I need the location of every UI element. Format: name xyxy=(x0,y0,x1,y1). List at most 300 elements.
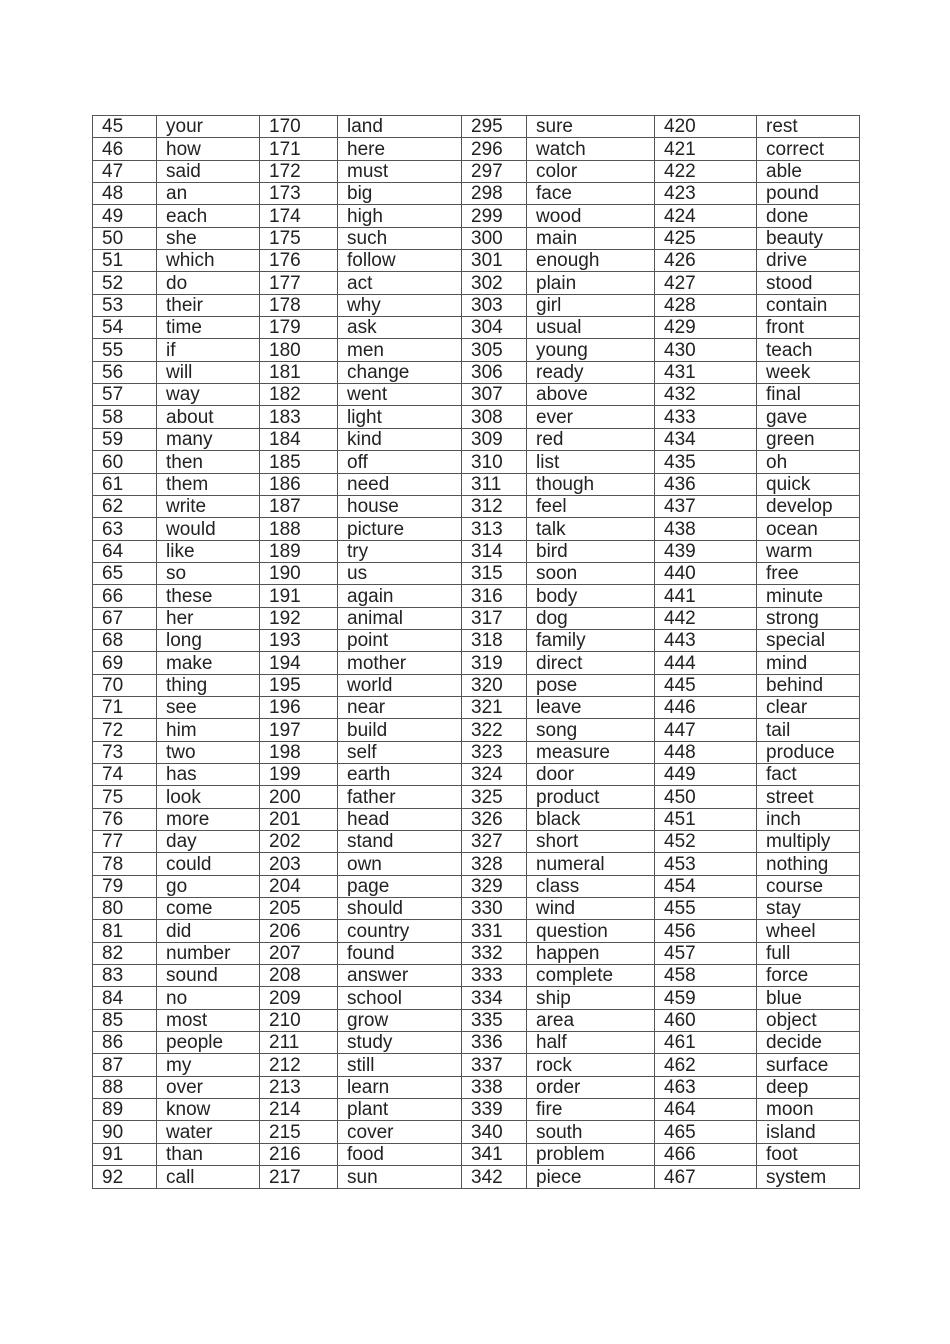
word-cell: make xyxy=(157,652,260,674)
word-cell: number xyxy=(157,942,260,964)
rank-cell: 457 xyxy=(655,942,757,964)
rank-cell: 59 xyxy=(93,428,157,450)
table-row xyxy=(93,585,860,607)
rank-cell: 446 xyxy=(655,696,757,718)
table-row xyxy=(93,540,860,562)
table-row xyxy=(93,1121,860,1143)
word-cell: school xyxy=(338,987,462,1009)
rank-cell: 454 xyxy=(655,875,757,897)
word-cell: red xyxy=(527,428,655,450)
table-row xyxy=(93,272,860,294)
table-row xyxy=(93,138,860,160)
rank-cell: 216 xyxy=(260,1143,338,1165)
rank-cell: 185 xyxy=(260,451,338,473)
word-cell: like xyxy=(157,540,260,562)
word-cell: produce xyxy=(757,741,860,763)
rank-cell: 420 xyxy=(655,116,757,138)
rank-cell: 75 xyxy=(93,786,157,808)
word-cell: final xyxy=(757,384,860,406)
rank-cell: 47 xyxy=(93,160,157,182)
rank-cell: 325 xyxy=(462,786,527,808)
rank-cell: 453 xyxy=(655,853,757,875)
rank-cell: 203 xyxy=(260,853,338,875)
rank-cell: 462 xyxy=(655,1054,757,1076)
word-cell: color xyxy=(527,160,655,182)
rank-cell: 337 xyxy=(462,1054,527,1076)
word-cell: black xyxy=(527,808,655,830)
table-row xyxy=(93,898,860,920)
word-cell: which xyxy=(157,250,260,272)
word-cell: drive xyxy=(757,250,860,272)
table-row xyxy=(93,518,860,540)
rank-cell: 341 xyxy=(462,1143,527,1165)
rank-cell: 53 xyxy=(93,294,157,316)
rank-cell: 309 xyxy=(462,428,527,450)
rank-cell: 445 xyxy=(655,674,757,696)
rank-cell: 464 xyxy=(655,1099,757,1121)
rank-cell: 71 xyxy=(93,696,157,718)
word-cell: day xyxy=(157,831,260,853)
word-cell: moon xyxy=(757,1099,860,1121)
word-cell: able xyxy=(757,160,860,182)
word-cell: most xyxy=(157,1009,260,1031)
word-cell: correct xyxy=(757,138,860,160)
rank-cell: 48 xyxy=(93,183,157,205)
word-cell: door xyxy=(527,763,655,785)
rank-cell: 317 xyxy=(462,607,527,629)
rank-cell: 52 xyxy=(93,272,157,294)
word-cell: than xyxy=(157,1143,260,1165)
word-cell: has xyxy=(157,763,260,785)
rank-cell: 329 xyxy=(462,875,527,897)
word-cell: sure xyxy=(527,116,655,138)
rank-cell: 74 xyxy=(93,763,157,785)
word-cell: street xyxy=(757,786,860,808)
rank-cell: 321 xyxy=(462,696,527,718)
word-cell: answer xyxy=(338,965,462,987)
table-row xyxy=(93,361,860,383)
word-cell: rock xyxy=(527,1054,655,1076)
rank-cell: 57 xyxy=(93,384,157,406)
word-cell: she xyxy=(157,227,260,249)
rank-cell: 333 xyxy=(462,965,527,987)
rank-cell: 438 xyxy=(655,518,757,540)
word-cell: picture xyxy=(338,518,462,540)
rank-cell: 191 xyxy=(260,585,338,607)
word-cell: soon xyxy=(527,562,655,584)
rank-cell: 434 xyxy=(655,428,757,450)
rank-cell: 304 xyxy=(462,317,527,339)
word-cell: week xyxy=(757,361,860,383)
word-cell: main xyxy=(527,227,655,249)
word-cell: contain xyxy=(757,294,860,316)
rank-cell: 316 xyxy=(462,585,527,607)
word-cell: foot xyxy=(757,1143,860,1165)
word-cell: above xyxy=(527,384,655,406)
table-row xyxy=(93,607,860,629)
word-cell: rest xyxy=(757,116,860,138)
rank-cell: 89 xyxy=(93,1099,157,1121)
rank-cell: 81 xyxy=(93,920,157,942)
word-cell: high xyxy=(338,205,462,227)
word-cell: pose xyxy=(527,674,655,696)
rank-cell: 429 xyxy=(655,317,757,339)
word-cell: direct xyxy=(527,652,655,674)
word-cell: more xyxy=(157,808,260,830)
word-cell: no xyxy=(157,987,260,1009)
table-row xyxy=(93,965,860,987)
rank-cell: 300 xyxy=(462,227,527,249)
word-cell: fact xyxy=(757,763,860,785)
word-cell: ask xyxy=(338,317,462,339)
word-cell: course xyxy=(757,875,860,897)
table-row xyxy=(93,1099,860,1121)
word-cell: quick xyxy=(757,473,860,495)
word-cell: inch xyxy=(757,808,860,830)
table-row xyxy=(93,250,860,272)
word-cell: try xyxy=(338,540,462,562)
word-cell: oh xyxy=(757,451,860,473)
word-cell: will xyxy=(157,361,260,383)
table-row xyxy=(93,987,860,1009)
word-cell: us xyxy=(338,562,462,584)
word-cell: mind xyxy=(757,652,860,674)
word-cell: an xyxy=(157,183,260,205)
word-cell: front xyxy=(757,317,860,339)
word-cell: still xyxy=(338,1054,462,1076)
word-cell: body xyxy=(527,585,655,607)
word-cell: area xyxy=(527,1009,655,1031)
word-cell: food xyxy=(338,1143,462,1165)
rank-cell: 339 xyxy=(462,1099,527,1121)
rank-cell: 295 xyxy=(462,116,527,138)
rank-cell: 177 xyxy=(260,272,338,294)
rank-cell: 63 xyxy=(93,518,157,540)
rank-cell: 186 xyxy=(260,473,338,495)
rank-cell: 55 xyxy=(93,339,157,361)
rank-cell: 447 xyxy=(655,719,757,741)
rank-cell: 448 xyxy=(655,741,757,763)
rank-cell: 83 xyxy=(93,965,157,987)
rank-cell: 332 xyxy=(462,942,527,964)
rank-cell: 188 xyxy=(260,518,338,540)
rank-cell: 425 xyxy=(655,227,757,249)
word-cell: house xyxy=(338,495,462,517)
rank-cell: 440 xyxy=(655,562,757,584)
word-cell: minute xyxy=(757,585,860,607)
word-cell: warm xyxy=(757,540,860,562)
word-cell: mother xyxy=(338,652,462,674)
rank-cell: 205 xyxy=(260,898,338,920)
word-cell: call xyxy=(157,1166,260,1188)
word-cell: went xyxy=(338,384,462,406)
rank-cell: 306 xyxy=(462,361,527,383)
word-cell: father xyxy=(338,786,462,808)
rank-cell: 182 xyxy=(260,384,338,406)
rank-cell: 435 xyxy=(655,451,757,473)
table-row xyxy=(93,763,860,785)
table-row xyxy=(93,406,860,428)
rank-cell: 170 xyxy=(260,116,338,138)
table-body xyxy=(93,116,860,1189)
word-cell: happen xyxy=(527,942,655,964)
word-cell: so xyxy=(157,562,260,584)
table-row xyxy=(93,227,860,249)
rank-cell: 92 xyxy=(93,1166,157,1188)
word-cell: feel xyxy=(527,495,655,517)
word-cell: sound xyxy=(157,965,260,987)
word-cell: green xyxy=(757,428,860,450)
table-row xyxy=(93,942,860,964)
word-cell: act xyxy=(338,272,462,294)
rank-cell: 334 xyxy=(462,987,527,1009)
table-row xyxy=(93,1032,860,1054)
rank-cell: 436 xyxy=(655,473,757,495)
word-cell: grow xyxy=(338,1009,462,1031)
rank-cell: 50 xyxy=(93,227,157,249)
rank-cell: 54 xyxy=(93,317,157,339)
rank-cell: 193 xyxy=(260,629,338,651)
rank-cell: 70 xyxy=(93,674,157,696)
word-cell: self xyxy=(338,741,462,763)
rank-cell: 330 xyxy=(462,898,527,920)
rank-cell: 192 xyxy=(260,607,338,629)
rank-cell: 456 xyxy=(655,920,757,942)
rank-cell: 80 xyxy=(93,898,157,920)
rank-cell: 326 xyxy=(462,808,527,830)
rank-cell: 198 xyxy=(260,741,338,763)
word-cell: write xyxy=(157,495,260,517)
rank-cell: 459 xyxy=(655,987,757,1009)
rank-cell: 433 xyxy=(655,406,757,428)
rank-cell: 467 xyxy=(655,1166,757,1188)
table-row xyxy=(93,116,860,138)
rank-cell: 217 xyxy=(260,1166,338,1188)
rank-cell: 428 xyxy=(655,294,757,316)
word-cell: clear xyxy=(757,696,860,718)
word-cell: over xyxy=(157,1076,260,1098)
word-cell: short xyxy=(527,831,655,853)
rank-cell: 61 xyxy=(93,473,157,495)
word-cell: though xyxy=(527,473,655,495)
word-cell: watch xyxy=(527,138,655,160)
word-cell: ship xyxy=(527,987,655,1009)
table-row xyxy=(93,562,860,584)
rank-cell: 312 xyxy=(462,495,527,517)
rank-cell: 189 xyxy=(260,540,338,562)
rank-cell: 328 xyxy=(462,853,527,875)
rank-cell: 175 xyxy=(260,227,338,249)
rank-cell: 171 xyxy=(260,138,338,160)
rank-cell: 200 xyxy=(260,786,338,808)
rank-cell: 214 xyxy=(260,1099,338,1121)
word-cell: go xyxy=(157,875,260,897)
rank-cell: 320 xyxy=(462,674,527,696)
rank-cell: 298 xyxy=(462,183,527,205)
word-cell: off xyxy=(338,451,462,473)
word-cell: such xyxy=(338,227,462,249)
rank-cell: 208 xyxy=(260,965,338,987)
rank-cell: 64 xyxy=(93,540,157,562)
rank-cell: 430 xyxy=(655,339,757,361)
rank-cell: 215 xyxy=(260,1121,338,1143)
word-cell: gave xyxy=(757,406,860,428)
word-cell: kind xyxy=(338,428,462,450)
table-row xyxy=(93,294,860,316)
word-cell: here xyxy=(338,138,462,160)
rank-cell: 82 xyxy=(93,942,157,964)
word-cell: ever xyxy=(527,406,655,428)
word-cell: behind xyxy=(757,674,860,696)
rank-cell: 46 xyxy=(93,138,157,160)
table-row xyxy=(93,652,860,674)
rank-cell: 318 xyxy=(462,629,527,651)
word-cell: their xyxy=(157,294,260,316)
rank-cell: 302 xyxy=(462,272,527,294)
word-cell: family xyxy=(527,629,655,651)
word-cell: about xyxy=(157,406,260,428)
rank-cell: 174 xyxy=(260,205,338,227)
rank-cell: 451 xyxy=(655,808,757,830)
rank-cell: 441 xyxy=(655,585,757,607)
word-cell: time xyxy=(157,317,260,339)
rank-cell: 76 xyxy=(93,808,157,830)
word-cell: see xyxy=(157,696,260,718)
rank-cell: 206 xyxy=(260,920,338,942)
table-row xyxy=(93,160,860,182)
rank-cell: 307 xyxy=(462,384,527,406)
word-cell: special xyxy=(757,629,860,651)
rank-cell: 423 xyxy=(655,183,757,205)
word-cell: near xyxy=(338,696,462,718)
rank-cell: 338 xyxy=(462,1076,527,1098)
word-cell: nothing xyxy=(757,853,860,875)
table-row xyxy=(93,1054,860,1076)
rank-cell: 85 xyxy=(93,1009,157,1031)
rank-cell: 421 xyxy=(655,138,757,160)
word-cell: each xyxy=(157,205,260,227)
rank-cell: 210 xyxy=(260,1009,338,1031)
rank-cell: 437 xyxy=(655,495,757,517)
rank-cell: 66 xyxy=(93,585,157,607)
table-row xyxy=(93,674,860,696)
word-cell: build xyxy=(338,719,462,741)
rank-cell: 176 xyxy=(260,250,338,272)
word-cell: problem xyxy=(527,1143,655,1165)
rank-cell: 201 xyxy=(260,808,338,830)
rank-cell: 67 xyxy=(93,607,157,629)
table-row xyxy=(93,696,860,718)
word-cell: big xyxy=(338,183,462,205)
rank-cell: 452 xyxy=(655,831,757,853)
table-row xyxy=(93,719,860,741)
word-cell: talk xyxy=(527,518,655,540)
word-cell: these xyxy=(157,585,260,607)
rank-cell: 313 xyxy=(462,518,527,540)
word-list-table xyxy=(92,115,860,1189)
word-cell: page xyxy=(338,875,462,897)
table-row xyxy=(93,786,860,808)
word-cell: many xyxy=(157,428,260,450)
word-cell: usual xyxy=(527,317,655,339)
word-cell: again xyxy=(338,585,462,607)
word-cell: land xyxy=(338,116,462,138)
rank-cell: 209 xyxy=(260,987,338,1009)
rank-cell: 463 xyxy=(655,1076,757,1098)
rank-cell: 461 xyxy=(655,1032,757,1054)
rank-cell: 88 xyxy=(93,1076,157,1098)
word-cell: order xyxy=(527,1076,655,1098)
rank-cell: 87 xyxy=(93,1054,157,1076)
word-cell: why xyxy=(338,294,462,316)
word-cell: do xyxy=(157,272,260,294)
rank-cell: 51 xyxy=(93,250,157,272)
rank-cell: 60 xyxy=(93,451,157,473)
word-cell: wind xyxy=(527,898,655,920)
word-cell: ocean xyxy=(757,518,860,540)
rank-cell: 78 xyxy=(93,853,157,875)
rank-cell: 91 xyxy=(93,1143,157,1165)
word-cell: ready xyxy=(527,361,655,383)
rank-cell: 183 xyxy=(260,406,338,428)
rank-cell: 173 xyxy=(260,183,338,205)
rank-cell: 335 xyxy=(462,1009,527,1031)
rank-cell: 77 xyxy=(93,831,157,853)
table-row xyxy=(93,808,860,830)
rank-cell: 336 xyxy=(462,1032,527,1054)
rank-cell: 45 xyxy=(93,116,157,138)
rank-cell: 204 xyxy=(260,875,338,897)
word-cell: full xyxy=(757,942,860,964)
table-row xyxy=(93,1143,860,1165)
word-cell: question xyxy=(527,920,655,942)
word-cell: young xyxy=(527,339,655,361)
word-cell: done xyxy=(757,205,860,227)
word-cell: multiply xyxy=(757,831,860,853)
table-row xyxy=(93,473,860,495)
word-cell: complete xyxy=(527,965,655,987)
table-row xyxy=(93,831,860,853)
rank-cell: 86 xyxy=(93,1032,157,1054)
rank-cell: 197 xyxy=(260,719,338,741)
word-cell: fire xyxy=(527,1099,655,1121)
rank-cell: 443 xyxy=(655,629,757,651)
table-row xyxy=(93,205,860,227)
word-cell: must xyxy=(338,160,462,182)
word-cell: teach xyxy=(757,339,860,361)
rank-cell: 308 xyxy=(462,406,527,428)
word-cell: know xyxy=(157,1099,260,1121)
word-cell: learn xyxy=(338,1076,462,1098)
rank-cell: 439 xyxy=(655,540,757,562)
rank-cell: 305 xyxy=(462,339,527,361)
rank-cell: 450 xyxy=(655,786,757,808)
table-row xyxy=(93,741,860,763)
word-cell: light xyxy=(338,406,462,428)
word-cell: plain xyxy=(527,272,655,294)
word-cell: two xyxy=(157,741,260,763)
rank-cell: 301 xyxy=(462,250,527,272)
rank-cell: 181 xyxy=(260,361,338,383)
word-cell: head xyxy=(338,808,462,830)
word-cell: enough xyxy=(527,250,655,272)
rank-cell: 442 xyxy=(655,607,757,629)
word-cell: wheel xyxy=(757,920,860,942)
rank-cell: 311 xyxy=(462,473,527,495)
rank-cell: 202 xyxy=(260,831,338,853)
table-row xyxy=(93,495,860,517)
rank-cell: 426 xyxy=(655,250,757,272)
